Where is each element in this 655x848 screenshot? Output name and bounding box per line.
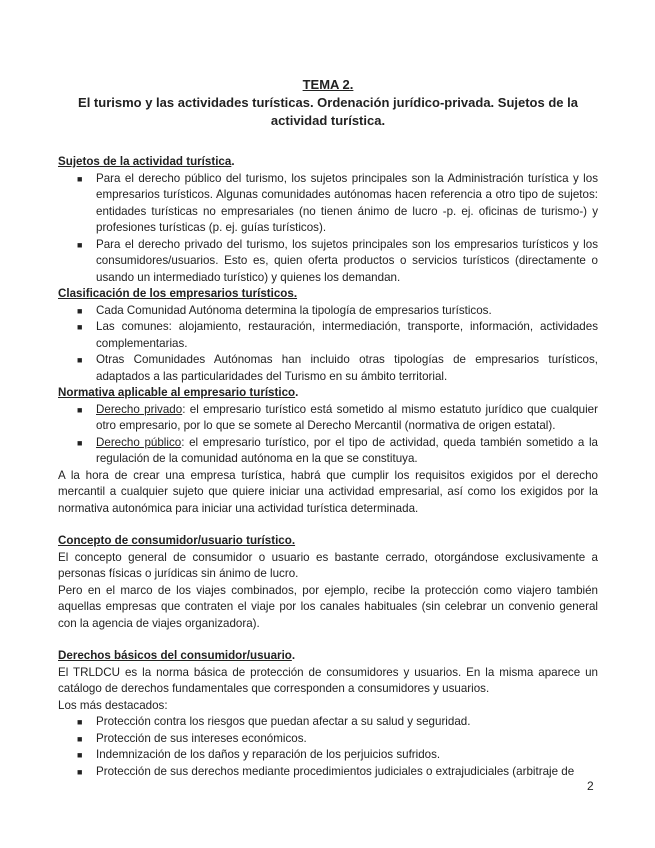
consumidor-paragraph-2: Pero en el marco de los viajes combinados, por ejemplo, recibe la protección como viajero también aquellas empresas que contraten el viaje por los canales habituales (sin celebrar un convenio general con la agencia de viajes organizadora). [58, 583, 598, 630]
page-number: 2 [587, 779, 594, 793]
section-heading-clasificacion: Clasificación de los empresarios turísticos. [58, 287, 298, 300]
list-item: ■ Indemnización de los daños y reparación de los perjuicios sufridos. [77, 748, 441, 761]
list-item: ■ Para el derecho privado del turismo, los sujetos principales son los empresarios turísticos y los consumidores/usuarios. Esto es, quien oferta productos o servicios turísticos (directamente o usando un intermediado turístico) y quienes los demandan. [77, 237, 598, 284]
list-item: ■ Protección contra los riesgos que puedan afectar a su salud y seguridad. [77, 715, 471, 728]
list-item: ■ Protección de sus intereses económicos. [77, 731, 307, 745]
derechos-list [58, 714, 598, 780]
section-heading-derechos: Derechos básicos del consumidor/usuario. [58, 649, 296, 662]
section-heading-normativa: Normativa aplicable al empresario turístico. [58, 386, 299, 399]
list-item: ■ Cada Comunidad Autónoma determina la tipología de empresarios turísticos. [77, 303, 492, 317]
list-item: ■ Otras Comunidades Autónomas han incluido otras tipologías de empresarios turísticos, adaptados a las particularidades del Turismo en su ámbito territorial. [77, 353, 598, 383]
normativa-list [58, 402, 598, 468]
list-item: ■ Derecho privado: el empresario turístico está sometido al mismo estatuto jurídico que cualquier otro empresario, por lo que se somete al Derecho Mercantil (normativa de origen estatal). [77, 402, 598, 432]
page-title: El turismo y las actividades turísticas. Ordenación jurídico-privada. Sujetos de la actividad turística. [78, 95, 578, 128]
list-item: ■ Las comunes: alojamiento, restauración, intermediación, transporte, información, actividades complementarias. [77, 320, 598, 350]
consumidor-paragraph-1: El concepto general de consumidor o usuario es bastante cerrado, otorgándose exclusivamente a personas físicas o jurídicas sin ánimo de lucro. [58, 550, 598, 580]
normativa-paragraph: A la hora de crear una empresa turística, habrá que cumplir los requisitos exigidos por el derecho mercantil a cualquier sujeto que quiere iniciar una actividad empresarial, así como los exigidos por la normativa autonómica para iniciar una actividad turística determinada. [58, 468, 598, 515]
list-item: ■ Para el derecho público del turismo, los sujetos principales son la Administración turística y los empresarios turísticos. Algunas comunidades autónomas hacen referencia a otro tipo de sujetos: entidades turísticas no empresariales (no tienen ánimo de lucro -p. ej. oficinas de turismo-) y profesiones turísticas (p. ej. guías turísticos). [77, 171, 598, 234]
section-heading-sujetos: Sujetos de la actividad turística. [58, 155, 235, 168]
clasificacion-list [58, 303, 598, 386]
derechos-paragraph-2: Los más destacados: [58, 698, 168, 712]
list-item: ■ Derecho público: el empresario turístico, por el tipo de actividad, queda también sometido a la regulación de la comunidad autónoma en la que se constituya. [77, 435, 598, 465]
document-page [58, 77, 598, 780]
list-item: ■ Protección de sus derechos mediante procedimientos judiciales o extrajudiciales (arbitraje de [77, 764, 575, 778]
sujetos-list [58, 171, 598, 287]
section-heading-consumidor: Concepto de consumidor/usuario turístico. [58, 534, 296, 547]
derechos-paragraph-1: El TRLDCU es la norma básica de protección de consumidores y usuarios. En la misma aparece un catálogo de derechos fundamentales que corresponden a consumidores y usuarios. [58, 665, 598, 695]
topic-number: TEMA 2. [302, 77, 354, 92]
